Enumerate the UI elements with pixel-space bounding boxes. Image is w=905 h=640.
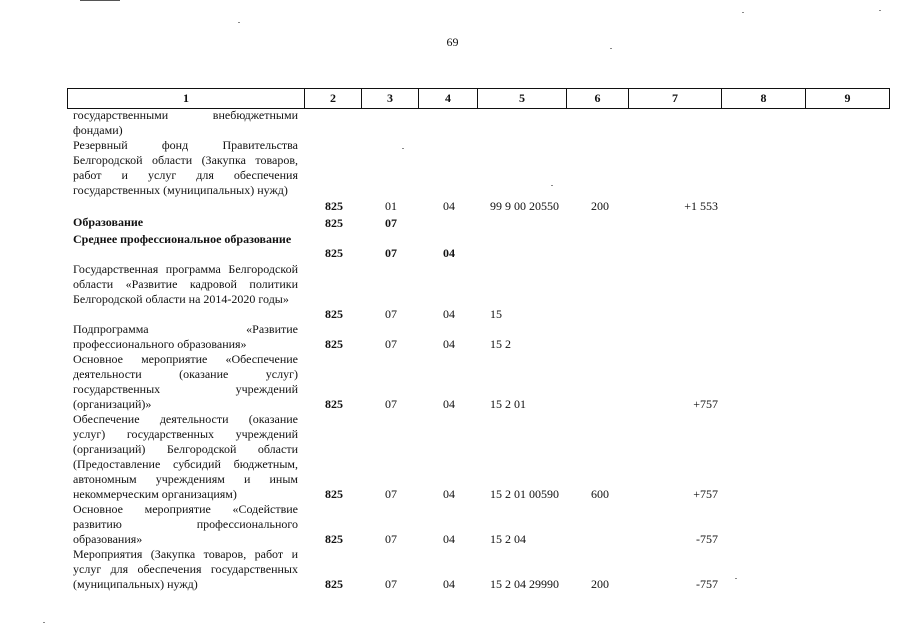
- row-description: Государственная программа Белгородской области «Развитие кадровой политики Белгородской области на 2014-2020 годы»: [73, 262, 298, 306]
- cell-ministry-code: 825: [325, 199, 343, 213]
- table-row: [0, 322, 905, 352]
- row-description: Среднее профессиональное образование: [73, 232, 292, 246]
- table-row: [0, 547, 905, 592]
- row-description: Основное мероприятие «Обеспечение деятельности (оказание услуг) государственных учреждений (организаций)»: [73, 352, 298, 411]
- cell-subsection-code: 04: [443, 397, 455, 411]
- table-row: [0, 502, 905, 547]
- cell-ministry-code: 825: [325, 487, 343, 501]
- cell-ministry-code: 825: [325, 532, 343, 546]
- cell-expense-type: 200: [591, 199, 609, 213]
- cell-subsection-code: 04: [443, 199, 455, 213]
- scan-speck: [551, 185, 553, 186]
- scan-speck: [610, 48, 612, 49]
- cell-subsection-code: 04: [443, 577, 455, 591]
- cell-target-code: 99 9 00 20550: [490, 199, 559, 213]
- table-row: [0, 262, 905, 322]
- cell-subsection-code: 04: [443, 246, 455, 260]
- table-row: [0, 232, 905, 262]
- cell-section-code: 01: [385, 199, 397, 213]
- table-row: [0, 215, 905, 231]
- cell-amount: -757: [696, 532, 718, 546]
- column-header-row: [68, 89, 890, 109]
- scan-speck: [879, 10, 881, 11]
- cell-amount: +1 553: [684, 199, 718, 213]
- row-description: Резервный фонд Правительства Белгородской области (Закупка товаров, работ и услуг для обеспечения государственных (муниципальных) нужд): [73, 138, 298, 197]
- cell-target-code: 15 2: [490, 337, 511, 351]
- row-description: Образование: [73, 215, 144, 229]
- page-number: 69: [446, 35, 459, 49]
- cell-subsection-code: 04: [443, 487, 455, 501]
- cell-section-code: 07: [385, 577, 397, 591]
- cell-amount: +757: [693, 397, 718, 411]
- cell-amount: -757: [696, 577, 718, 591]
- cell-target-code: 15 2 01: [490, 397, 526, 411]
- cell-target-code: 15 2 04: [490, 532, 526, 546]
- cell-amount: +757: [693, 487, 718, 501]
- cell-section-code: 07: [385, 246, 397, 260]
- cell-section-code: 07: [385, 337, 397, 351]
- cell-section-code: 07: [385, 487, 397, 501]
- cell-ministry-code: 825: [325, 246, 343, 260]
- column-header-3: 3: [362, 89, 419, 109]
- column-header-8: 8: [722, 89, 806, 109]
- row-description: Мероприятия (Закупка товаров, работ и услуг для обеспечения государственных (муниципальных) нужд): [73, 547, 298, 591]
- column-header-1: 1: [68, 89, 305, 109]
- cell-expense-type: 600: [591, 487, 609, 501]
- scan-speck: [735, 578, 737, 579]
- column-header-2: 2: [305, 89, 362, 109]
- cell-ministry-code: 825: [325, 307, 343, 321]
- column-header-7: 7: [629, 89, 722, 109]
- row-description: государственными внебюджетными фондами): [73, 108, 298, 137]
- table-row: [0, 352, 905, 412]
- cell-ministry-code: 825: [325, 577, 343, 591]
- column-header-table: [67, 88, 890, 109]
- column-header-4: 4: [419, 89, 478, 109]
- cell-target-code: 15 2 04 29990: [490, 577, 559, 591]
- column-header-5: 5: [478, 89, 567, 109]
- scan-speck: [43, 622, 45, 623]
- column-header-9: 9: [806, 89, 890, 109]
- scan-mark: [80, 0, 120, 1]
- scan-speck: [742, 12, 744, 13]
- cell-section-code: 07: [385, 307, 397, 321]
- cell-subsection-code: 04: [443, 307, 455, 321]
- cell-section-code: 07: [385, 216, 397, 230]
- cell-section-code: 07: [385, 532, 397, 546]
- cell-ministry-code: 825: [325, 337, 343, 351]
- scan-speck: [238, 22, 240, 23]
- cell-ministry-code: 825: [325, 216, 343, 230]
- row-description: Основное мероприятие «Содействие развитию профессионального образования»: [73, 502, 298, 546]
- cell-subsection-code: 04: [443, 337, 455, 351]
- cell-target-code: 15 2 01 00590: [490, 487, 559, 501]
- column-header-6: 6: [567, 89, 629, 109]
- cell-ministry-code: 825: [325, 397, 343, 411]
- table-row: [0, 412, 905, 502]
- cell-expense-type: 200: [591, 577, 609, 591]
- table-row: [0, 108, 905, 138]
- cell-subsection-code: 04: [443, 532, 455, 546]
- scan-speck: [402, 148, 404, 149]
- cell-section-code: 07: [385, 397, 397, 411]
- cell-target-code: 15: [490, 307, 502, 321]
- table-row: [0, 138, 905, 214]
- row-description: Обеспечение деятельности (оказание услуг) государственных учреждений (организаций) Белгородской области (Предоставление субсидий бюджетным, автономным учреждениям и иным некоммерческим организациям): [73, 412, 298, 501]
- row-description: Подпрограмма «Развитие профессионального образования»: [73, 322, 298, 351]
